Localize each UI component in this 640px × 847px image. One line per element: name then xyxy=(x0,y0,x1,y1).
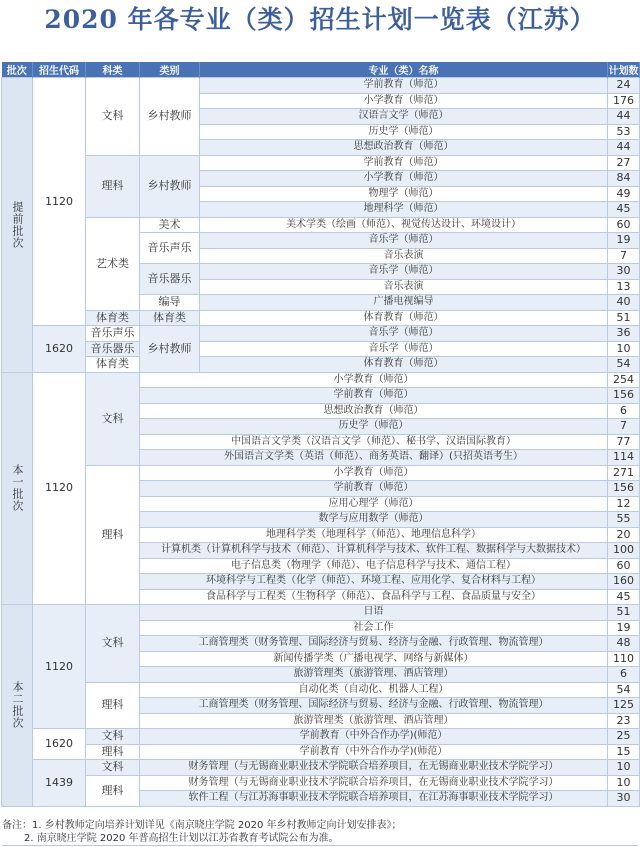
major-name: 历史学（师范） xyxy=(200,124,608,140)
subject-cell: 理科 xyxy=(86,465,140,605)
plan-count: 60 xyxy=(608,217,640,233)
table-row xyxy=(2,341,640,357)
plan-count: 84 xyxy=(608,171,640,187)
category-cell: 乡村教师 xyxy=(140,326,200,373)
category-cell: 音乐器乐 xyxy=(140,264,200,295)
table-row xyxy=(2,78,640,94)
plan-count: 19 xyxy=(608,233,640,249)
plan-count: 51 xyxy=(608,605,640,621)
plan-count: 125 xyxy=(608,698,640,714)
footnotes xyxy=(2,819,638,846)
table-row xyxy=(2,729,640,745)
subject-cell: 理科 xyxy=(86,682,140,729)
major-name: 学前教育（师范） xyxy=(140,388,608,404)
plan-count: 156 xyxy=(608,388,640,404)
category-cell: 音乐声乐 xyxy=(140,233,200,264)
plan-count: 100 xyxy=(608,543,640,559)
plan-count: 45 xyxy=(608,589,640,605)
plan-count: 271 xyxy=(608,465,640,481)
table-row xyxy=(2,760,640,776)
plan-count: 25 xyxy=(608,729,640,745)
major-name: 音乐表演 xyxy=(200,279,608,295)
subject-cell: 文科 xyxy=(86,605,140,683)
major-name: 小学教育（师范） xyxy=(200,171,608,187)
table-header-row xyxy=(2,62,640,78)
subject-cell: 理科 xyxy=(86,775,140,806)
major-name: 社会工作 xyxy=(140,620,608,636)
major-name: 工商管理类（财务管理、国际经济与贸易、经济与金融、行政管理、物流管理） xyxy=(140,698,608,714)
plan-count: 44 xyxy=(608,140,640,156)
major-name: 广播电视编导 xyxy=(200,295,608,311)
plan-count: 53 xyxy=(608,124,640,140)
footnote-1: 备注：1. 乡村教师定向培养计划详见《南京晓庄学院 2020 年乡村教师定向计划安排表》； xyxy=(2,820,402,831)
major-name: 物理学（师范） xyxy=(200,186,608,202)
plan-count: 23 xyxy=(608,713,640,729)
category-cell: 乡村教师 xyxy=(140,78,200,156)
col-header-batch: 批次 xyxy=(2,62,33,78)
major-name: 小学教育（师范） xyxy=(140,465,608,481)
plan-count: 7 xyxy=(608,248,640,264)
plan-count: 77 xyxy=(608,434,640,450)
major-name: 食品科学与工程类（生物科学（师范）、食品科学与工程、食品质量与安全） xyxy=(140,589,608,605)
table-row xyxy=(2,682,640,698)
plan-count: 51 xyxy=(608,310,640,326)
plan-count: 49 xyxy=(608,186,640,202)
subject-cell: 文科 xyxy=(86,372,140,465)
major-name: 地理科学（师范） xyxy=(200,202,608,218)
major-name: 旅游管理类（旅游管理、酒店管理） xyxy=(140,713,608,729)
plan-count: 44 xyxy=(608,109,640,125)
table-row xyxy=(2,605,640,621)
code-cell: 1620 xyxy=(33,326,86,373)
subject-cell: 音乐器乐 xyxy=(86,341,140,357)
subject-cell: 文科 xyxy=(86,78,140,156)
major-name: 地理科学类（地理科学（师范）、地理信息科学） xyxy=(140,527,608,543)
table-row xyxy=(2,155,640,171)
major-name: 财务管理（与无锡商业职业技术学院联合培养项目，在无锡商业职业技术学院学习） xyxy=(140,760,608,776)
major-name: 自动化类（自动化、机器人工程） xyxy=(140,682,608,698)
major-name: 学前教育（中外合作办学)(师范） xyxy=(140,729,608,745)
subject-cell: 文科 xyxy=(86,760,140,776)
plan-count: 15 xyxy=(608,744,640,760)
major-name: 音乐学（师范） xyxy=(200,341,608,357)
category-cell: 编导 xyxy=(140,295,200,311)
col-header-code: 招生代码 xyxy=(33,62,86,78)
category-cell: 体育类 xyxy=(140,310,200,326)
code-cell: 1120 xyxy=(33,372,86,605)
plan-count: 30 xyxy=(608,791,640,807)
table-row xyxy=(2,217,640,233)
plan-count: 114 xyxy=(608,450,640,466)
plan-count: 55 xyxy=(608,512,640,528)
plan-count: 36 xyxy=(608,326,640,342)
plan-count: 156 xyxy=(608,481,640,497)
major-name: 音乐表演 xyxy=(200,248,608,264)
plan-count: 40 xyxy=(608,295,640,311)
subject-cell: 体育类 xyxy=(86,310,140,326)
subject-cell: 理科 xyxy=(86,155,140,217)
table-row xyxy=(2,465,640,481)
plan-count: 254 xyxy=(608,372,640,388)
major-name: 思想政治教育（师范） xyxy=(140,403,608,419)
major-name: 旅游管理类（旅游管理、酒店管理） xyxy=(140,667,608,683)
major-name: 汉语言文学（师范） xyxy=(200,109,608,125)
batch-cell: 提前批次 xyxy=(2,78,33,373)
table-row xyxy=(2,357,640,373)
major-name: 财务管理（与无锡商业职业技术学院联合培养项目，在无锡商业职业技术学院学习） xyxy=(140,775,608,791)
major-name: 小学教育（师范） xyxy=(140,372,608,388)
major-name: 体育教育（师范） xyxy=(200,310,608,326)
major-name: 美术学类（绘画（师范）、视觉传达设计、环境设计） xyxy=(200,217,608,233)
subject-cell: 艺术类 xyxy=(86,217,140,310)
plan-count: 60 xyxy=(608,558,640,574)
plan-count: 27 xyxy=(608,155,640,171)
table-row xyxy=(2,326,640,342)
major-name: 思想政治教育（师范） xyxy=(200,140,608,156)
plan-count: 110 xyxy=(608,651,640,667)
major-name: 小学教育（师范） xyxy=(200,93,608,109)
major-name: 工商管理类（财务管理、国际经济与贸易、经济与金融、行政管理、物流管理） xyxy=(140,636,608,652)
page-title: 2020 年各专业（类）招生计划一览表（江苏） xyxy=(44,5,596,34)
major-name: 日语 xyxy=(140,605,608,621)
major-name: 环境科学与工程类（化学（师范）、环境工程、应用化学、复合材料与工程） xyxy=(140,574,608,590)
plan-count: 13 xyxy=(608,279,640,295)
major-name: 音乐学（师范） xyxy=(200,264,608,280)
category-cell: 美术 xyxy=(140,217,200,233)
plan-count: 10 xyxy=(608,775,640,791)
col-header-subject: 科类 xyxy=(86,62,140,78)
major-name: 外国语言文学类（英语（师范）、商务英语、翻译）(只招英语考生） xyxy=(140,450,608,466)
major-name: 学前教育（师范） xyxy=(200,78,608,94)
plan-count: 160 xyxy=(608,574,640,590)
plan-count: 45 xyxy=(608,202,640,218)
major-name: 中国语言文学类（汉语言文学（师范）、秘书学、汉语国际教育） xyxy=(140,434,608,450)
major-name: 新闻传播学类（广播电视学、网络与新媒体） xyxy=(140,651,608,667)
enrollment-plan-table xyxy=(1,62,640,807)
col-header-count: 计划数 xyxy=(608,62,640,78)
col-header-category: 类别 xyxy=(140,62,200,78)
code-cell: 1620 xyxy=(33,729,86,760)
table-row xyxy=(2,372,640,388)
plan-count: 7 xyxy=(608,419,640,435)
major-name: 应用心理学（师范） xyxy=(140,496,608,512)
major-name: 学前教育（中外合作办学)(师范） xyxy=(140,744,608,760)
batch-cell: 本二批次 xyxy=(2,605,33,807)
major-name: 历史学（师范） xyxy=(140,419,608,435)
footnote-2: 2. 南京晓庄学院 2020 年普高招生计划以江苏省教育考试院公布为准。 xyxy=(24,833,339,844)
major-name: 数学与应用数学（师范） xyxy=(140,512,608,528)
plan-count: 19 xyxy=(608,620,640,636)
major-name: 软件工程（与江苏海事职业技术学院联合培养项目，在江苏海事职业技术学院学习） xyxy=(140,791,608,807)
col-header-major: 专业（类）名称 xyxy=(200,62,608,78)
major-name: 学前教育（师范） xyxy=(140,481,608,497)
plan-count: 6 xyxy=(608,667,640,683)
plan-count: 54 xyxy=(608,682,640,698)
plan-count: 54 xyxy=(608,357,640,373)
code-cell: 1120 xyxy=(33,605,86,729)
subject-cell: 音乐声乐 xyxy=(86,326,140,342)
plan-count: 48 xyxy=(608,636,640,652)
plan-count: 12 xyxy=(608,496,640,512)
plan-count: 10 xyxy=(608,341,640,357)
major-name: 学前教育（师范） xyxy=(200,155,608,171)
plan-count: 30 xyxy=(608,264,640,280)
major-name: 电子信息类（物理学（师范）、电子信息科学与技术、通信工程） xyxy=(140,558,608,574)
subject-cell: 文科 xyxy=(86,729,140,745)
major-name: 音乐学（师范） xyxy=(200,326,608,342)
subject-cell: 体育类 xyxy=(86,357,140,373)
plan-count: 24 xyxy=(608,78,640,94)
code-cell: 1120 xyxy=(33,78,86,326)
code-cell: 1439 xyxy=(33,760,86,807)
major-name: 音乐学（师范） xyxy=(200,233,608,249)
table-row xyxy=(2,744,640,760)
major-name: 计算机类（计算机科学与技术（师范）、计算机科学与技术、软件工程、数据科学与大数据技术） xyxy=(140,543,608,559)
table-row xyxy=(2,310,640,326)
category-cell: 乡村教师 xyxy=(140,155,200,217)
subject-cell: 理科 xyxy=(86,744,140,760)
plan-count: 10 xyxy=(608,760,640,776)
table-row xyxy=(2,775,640,791)
major-name: 体育教育（师范） xyxy=(200,357,608,373)
plan-count: 176 xyxy=(608,93,640,109)
plan-count: 6 xyxy=(608,403,640,419)
plan-count: 20 xyxy=(608,527,640,543)
batch-cell: 本一批次 xyxy=(2,372,33,605)
